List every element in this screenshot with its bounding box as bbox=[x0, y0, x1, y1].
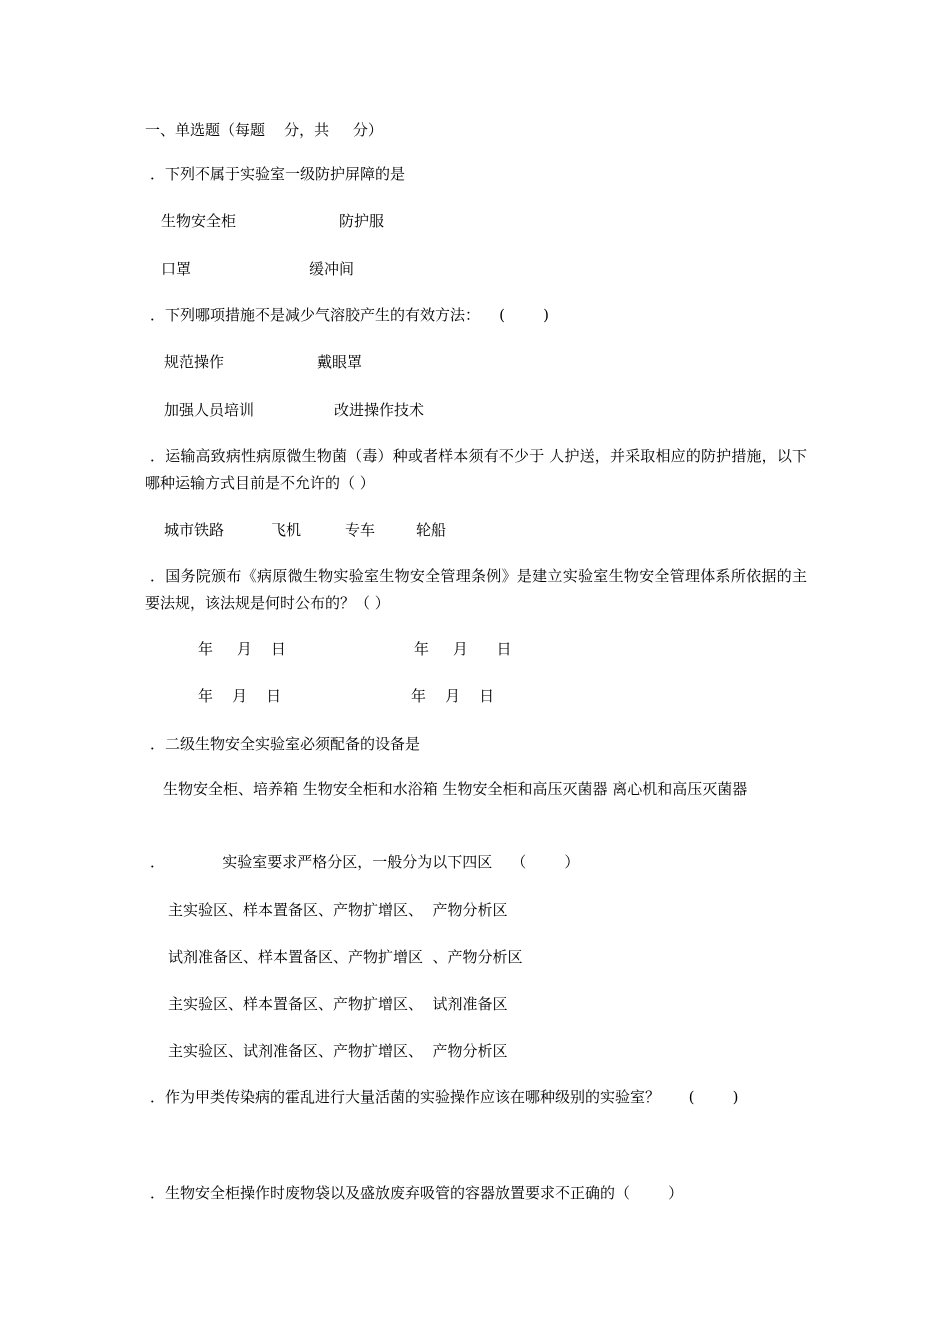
question-stem-8: ．生物安全柜操作时废物袋以及盛放废弃吸管的容器放置要求不正确的（ ） bbox=[150, 1184, 684, 1202]
option-3a: 城市铁路 bbox=[164, 521, 225, 539]
option-6b: 试剂准备区、样本置备区、产物扩增区 、产物分析区 bbox=[168, 948, 523, 966]
section-title: 一、单选题（每题 分，共 分） bbox=[145, 121, 383, 139]
option-1d: 缓冲间 bbox=[309, 260, 355, 278]
question-stem-2: ．下列哪项措施不是减少气溶胶产生的有效方法： ( ) bbox=[150, 306, 549, 324]
question-stem-7: ．作为甲类传染病的霍乱进行大量活菌的实验操作应该在哪种级别的实验室？ ( ) bbox=[150, 1088, 739, 1106]
question-stem-3: ．运输高致病性病原微生物菌（毒）种或者样本须有不少于 人护送，并采取相应的防护措施，以下哪种运输方式目前是不允许的（ ） bbox=[145, 447, 807, 492]
option-2c: 加强人员培训 bbox=[164, 401, 255, 419]
option-1a: 生物安全柜 bbox=[161, 212, 237, 230]
options-5: 生物安全柜、培养箱 生物安全柜和水浴箱 生物安全柜和高压灭菌器 离心机和高压灭菌器 bbox=[163, 780, 748, 798]
question-stem-5: ．二级生物安全实验室必须配备的设备是 bbox=[150, 735, 421, 753]
option-2b: 戴眼罩 bbox=[317, 353, 363, 371]
option-4d: 年 月 日 bbox=[411, 687, 495, 705]
option-4b: 年 月 日 bbox=[414, 640, 512, 658]
question-stem-4: ．国务院颁布《病原微生物实验室生物安全管理条例》是建立实验室生物安全管理体系所依据的主要法规，该法规是何时公布的？（ ） bbox=[145, 567, 807, 612]
option-6d: 主实验区、试剂准备区、产物扩增区、 产物分析区 bbox=[168, 1042, 508, 1060]
question-stem-6: ． 实验室要求严格分区，一般分为以下四区 （ ） bbox=[150, 853, 580, 871]
option-3c: 专车 bbox=[345, 521, 376, 539]
option-3b: 飞机 bbox=[271, 521, 302, 539]
option-6a: 主实验区、样本置备区、产物扩增区、 产物分析区 bbox=[168, 901, 508, 919]
question-stem-1: ．下列不属于实验室一级防护屏障的是 bbox=[150, 165, 406, 183]
option-2d: 改进操作技术 bbox=[334, 401, 425, 419]
option-6c: 主实验区、样本置备区、产物扩增区、 试剂准备区 bbox=[168, 995, 508, 1013]
option-4a: 年 月 日 bbox=[198, 640, 286, 658]
option-1c: 口罩 bbox=[161, 260, 192, 278]
option-2a: 规范操作 bbox=[164, 353, 225, 371]
option-4c: 年 月 日 bbox=[198, 687, 282, 705]
option-3d: 轮船 bbox=[416, 521, 447, 539]
option-1b: 防护服 bbox=[339, 212, 385, 230]
